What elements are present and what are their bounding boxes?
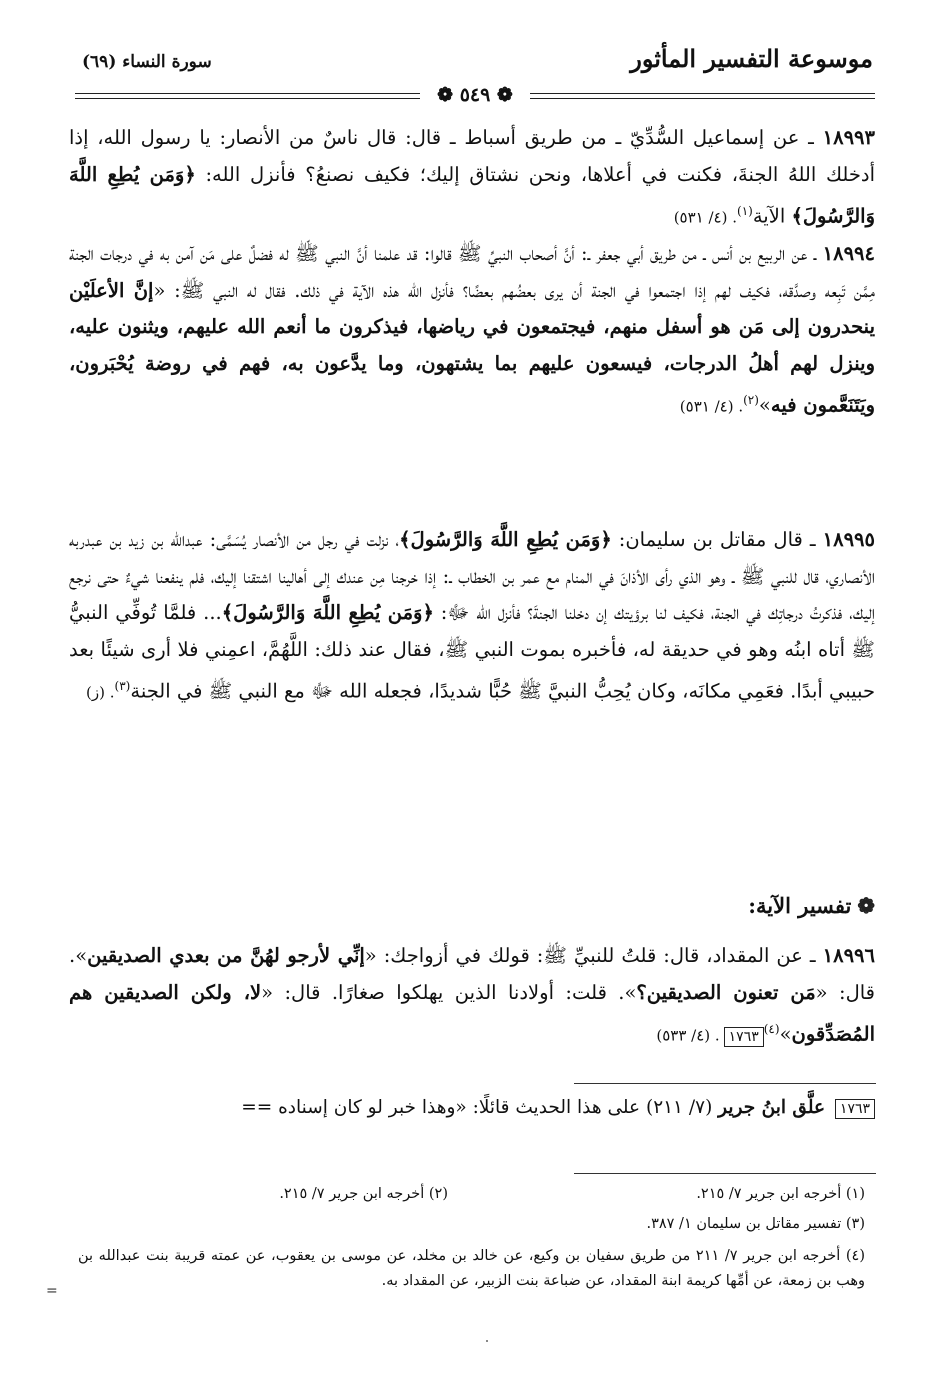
heading-text: تفسير الآية: (748, 893, 852, 918)
entry-text: ... فلمَّا تُوفِّي النبيُّ ﷺ أتاه ابنُه وهو في حديقة له، فأخبره بموت النبي ﷺ، فقال عند ذلك: اللَّهُمَّ، اعمِني فلا أرى شيئًا بعد حبيبي أبدًا. فعَمِي مكانَه، وكان يُحِبُّ النبيَّ ﷺ حُبًّا شديدًا، فجعله الله ﷻ مع النبي ﷺ في الجنة (69, 601, 875, 703)
entry-text: ـ عن إسماعيل السُّدِّيّ ـ من طريق أسباط ـ قال: قال ناسٌ من الأنصار: يا رسول الله، إذا أدخلك اللهُ الجنةَ، فكنت في أعلاها، ونحن نشتاق إليك؛ فكيف نصنعُ؟ فأنزل الله: (69, 126, 876, 186)
entry-18993 (69, 120, 875, 236)
page-number: ❁ ٥٤٩ ❁ (420, 84, 530, 108)
hadith-quote: إنَّ الأعلَيْن ينحدرون إلى مَن هو أسفل منهم، فيجتمعون في رياضها، فيذكرون ما أنعم الله عليهم، ويثنون عليه، وينزل لهم أهلُ الدرجات، فيسعون عليهم بما يشتهون، وما يدَّعون به، فهم في روضة يُحْبَرون، ويَتَنَعَّمون فيه (69, 278, 875, 417)
footnote-separator (574, 1173, 876, 1174)
flower-icon: ❁ (857, 893, 875, 918)
quote-close: » (779, 1022, 792, 1046)
quran-quote: ﴿وَمَن يُطِعِ اللَّهَ وَالرَّسُولَ﴾ (69, 162, 875, 228)
source-ref: . (٤/ ٥٣٣) (656, 1026, 720, 1045)
footnote-marker: (٣) (114, 679, 131, 693)
entry-number: ١٨٩٩٣ (822, 126, 875, 149)
source-ref: . (٤/ ٥٣١) (673, 208, 737, 227)
note-number-box: ١٧٦٣ (835, 1099, 875, 1119)
entry-text: ». قلت: أولادنا الذين يهلكوا صغارًا. قال: « (261, 980, 637, 1004)
footnote-3: (٣) تفسير مقاتل بن سليمان ١/ ٣٨٧. (646, 1216, 865, 1232)
entry-text: ـ عن المقداد، قال: قلتُ للنبيِّ ﷺ: قولك في أزواجك: « (364, 944, 823, 967)
note-author: علَّق ابنُ جرير (718, 1097, 826, 1118)
entry-number: ١٨٩٩٤ (822, 242, 875, 265)
entry-18996 (69, 938, 875, 1054)
entry-18994 (69, 236, 875, 425)
entry-number: ١٨٩٩٥ (822, 528, 875, 551)
entry-18995 (69, 522, 875, 711)
footnote-marker: (٤) (763, 1022, 780, 1036)
note-ref-box: ١٧٦٣ (724, 1027, 764, 1047)
page-speck (486, 1340, 488, 1342)
source-ref: . (ز) (86, 683, 115, 702)
entry-text: ـ قال مقاتل بن سليمان: (611, 528, 823, 551)
entry-text: ، نزلت في رجل من الأنصار يُسَمَّى: عبدالله بن زيد بن عبدربه الأنصاري، قال للنبي ﷺ ـ وهو الذي رأى الأذانَ في المنام مع عمر بن الخطاب ـ: إذا خرجنا مِن عندك إلى أهالينا اشتقنا إليك، فلم ينفعنا شيءٌ حتى نرجع إليك، فذكرتُ درجاتِك في الجنة، فكيف لنا برؤيتك إن دخلنا الجنةَ؟ فأنزل الله ﷻ: (69, 528, 875, 624)
quran-quote: ﴿وَمَن يُطِعِ اللَّهَ وَالرَّسُولَ﴾ (399, 528, 612, 551)
continuation-mark: = (46, 1283, 58, 1299)
section-heading (748, 893, 875, 918)
book-title: موسوعة التفسير المأثور (630, 44, 873, 73)
footnote-marker: (٢) (743, 393, 759, 407)
footnote-marker: (١) (737, 204, 753, 218)
entry-text: ـ عن الربيع بن أنس ـ من طريق أبي جعفر ـ: أنَّ أصحاب النبيِّ ﷺ قالوا: قد علمنا أنَّ النبي ﷺ له فضلٌ على مَن آمن به في درجات الجنة مِمَّن تَبِعه وصدَّقه، فكيف لهم إذا اجتمعوا في الجنة أن يرى بعضُهم بعضًا؟ فأنزل الله هذه الآية في ذلك. فقال له النبي ﷺ: « (69, 242, 875, 302)
quran-quote: ﴿وَمَن يُطِعِ اللَّهَ وَالرَّسُولَ﴾ (221, 601, 434, 624)
source-ref: . (٤/ ٥٣١) (679, 397, 744, 416)
entry-tail: الآية (752, 204, 792, 228)
footnote-2: (٢) أخرجه ابن جرير ٧/ ٢١٥. (279, 1186, 448, 1202)
entry-number: ١٨٩٩٦ (822, 944, 875, 967)
hadith-quote: مَن تعنون الصديقين؟ (636, 980, 816, 1004)
surah-name: سورة النساء (٦٩) (82, 52, 212, 72)
scholar-note (78, 1097, 875, 1119)
note-separator (574, 1083, 876, 1084)
footnote-4: (٤) أخرجه ابن جرير ٧/ ٢١١ من طريق سفيان بن وكيع، عن خالد بن مخلد، عن موسى بن يعقوب، عن عمته قريبة بنت عبدالله بن وهب بن زمعة، عن أمِّها كريمة ابنة المقداد، عن ضباعة بنت الزبير، عن المقداد به. (78, 1248, 865, 1289)
footnote-1: (١) أخرجه ابن جرير ٧/ ٢١٥. (696, 1186, 865, 1202)
note-text: (٧/ ٢١١) على هذا الحديث قائلًا: «وهذا خبر لو كان إسناده == (241, 1097, 719, 1118)
entry-text: ». قال: « (69, 944, 875, 1004)
hadith-quote: لا، ولكن الصديقين هم المُصَدِّقون (69, 980, 875, 1046)
hadith-quote: إنِّي لأرجو لهُنَّ من بعدي الصديقين (87, 944, 365, 967)
quote-close: » (758, 393, 771, 417)
